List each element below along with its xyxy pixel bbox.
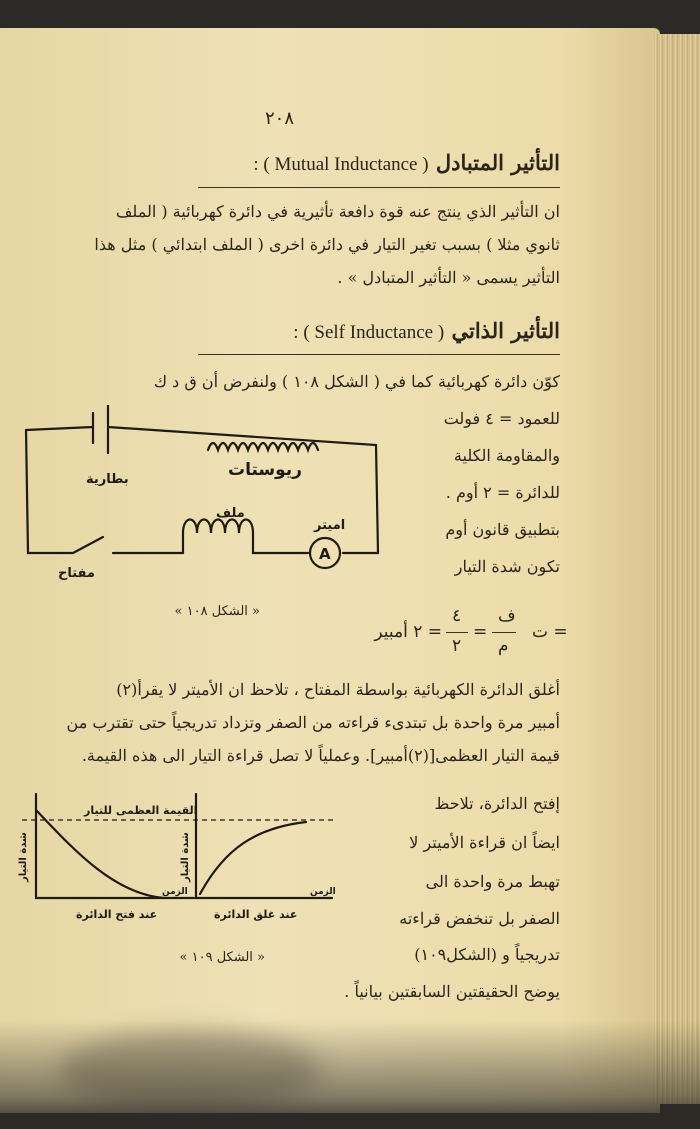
label-max-current: القيمة العظمى للتيار <box>84 804 198 817</box>
fig109-caption: « الشكل ١٠٩ » <box>179 950 265 965</box>
heading-ar: التأثير الذاتي <box>451 318 560 343</box>
heading-ar: التأثير المتبادل <box>435 150 560 175</box>
para-line: التأثير يسمى « التأثير المتبادل » . <box>337 268 560 287</box>
label-switch: مفتاح <box>58 566 95 580</box>
label-close-circuit: عند غلق الدائرة <box>214 908 298 921</box>
side-line: للدائرة = ٢ أوم . <box>445 483 560 502</box>
side2-line: تهبط مرة واحدة الى <box>425 872 560 891</box>
right-axes <box>196 794 332 898</box>
heading-self-inductance <box>190 318 560 344</box>
heading-underline <box>198 187 560 188</box>
eq-result: = ٢ أمبير <box>374 622 442 642</box>
eq-equals: = <box>473 622 488 642</box>
side-line: والمقاومة الكلية <box>453 446 560 465</box>
frac1-numerator: ف <box>498 606 516 626</box>
side-line: للعمود = ٤ فولت <box>443 409 560 428</box>
frac1-bar <box>492 632 516 633</box>
frac2-denominator: ٢ <box>452 636 462 656</box>
page-stack-edge <box>654 34 700 1104</box>
label-battery: بطارية <box>86 472 129 487</box>
label-time-right: الزمن <box>310 887 336 897</box>
para-line: ثانوي مثلا ) بسبب تغير التيار في دائرة اخرى ( الملف ابتدائي ) مثل هذا <box>94 235 560 254</box>
label-rheostat: ريوستات <box>228 460 302 480</box>
para-line: ان التأثير الذي ينتج عنه قوة دافعة تأثيرية في دائرة كهربائية ( الملف <box>115 202 560 221</box>
side2-line: ايضاً ان قراءة الأميتر لا <box>409 833 560 852</box>
heading-underline <box>198 354 560 355</box>
fig108-caption: « الشكل ١٠٨ » <box>174 604 260 619</box>
heading-en: ( Mutual Inductance ) : <box>253 154 429 175</box>
label-open-circuit: عند فتح الدائرة <box>76 908 158 921</box>
circuit-diagram-fig108 <box>18 405 388 580</box>
label-coil: ملف <box>216 506 245 521</box>
ammeter-symbol: A <box>319 545 331 563</box>
growth-curve <box>200 822 306 894</box>
label-axis-current-right: شدة التيار <box>180 832 191 882</box>
label-ammeter: اميتر <box>314 518 346 533</box>
current-graphs-fig109 <box>14 790 344 930</box>
last-line: يوضح الحقيقتين السابقتين بيانياً . <box>344 982 560 1001</box>
decay-curve <box>36 810 164 898</box>
side2-line: إفتح الدائرة، تلاحظ <box>434 794 560 813</box>
para2-line: قيمة التيار العظمى[(٢)أمبير]. وعملياً لا تصل قراءة التيار الى هذه القيمة. <box>81 746 560 765</box>
heading-mutual-inductance <box>190 150 560 176</box>
label-axis-current-left: شدة التيار <box>18 832 29 882</box>
frac1-denominator: م <box>498 636 509 656</box>
intro-line: كوّن دائرة كهربائية كما في ( الشكل ١٠٨ ) ولنفرض أن ق د ك <box>153 372 560 391</box>
bottom-shadow <box>0 1020 700 1129</box>
para2-line: أغلق الدائرة الكهربائية بواسطة المفتاح ، تلاحظ ان الأميتر لا يقرأ(٢) <box>116 680 560 699</box>
side2-line: تدريجياً و (الشكل١٠٩) <box>414 945 560 964</box>
side-line: تكون شدة التيار <box>454 557 560 576</box>
side-line: بتطبيق قانون أوم <box>445 520 560 539</box>
frac2-numerator: ٤ <box>452 606 462 626</box>
page-number: ٢٠٨ <box>265 108 295 129</box>
para2-line: أمبير مرة واحدة بل تبتدىء قراءته من الصفر وتزداد تدريجياً حتى تقترب من <box>66 713 560 732</box>
label-time-left: الزمن <box>162 887 188 897</box>
frac2-bar <box>446 632 468 633</box>
heading-en: ( Self Inductance ) : <box>293 322 445 343</box>
side2-line: الصفر بل تنخفض قراءته <box>399 909 560 928</box>
eq-lhs: ت = <box>532 622 568 642</box>
